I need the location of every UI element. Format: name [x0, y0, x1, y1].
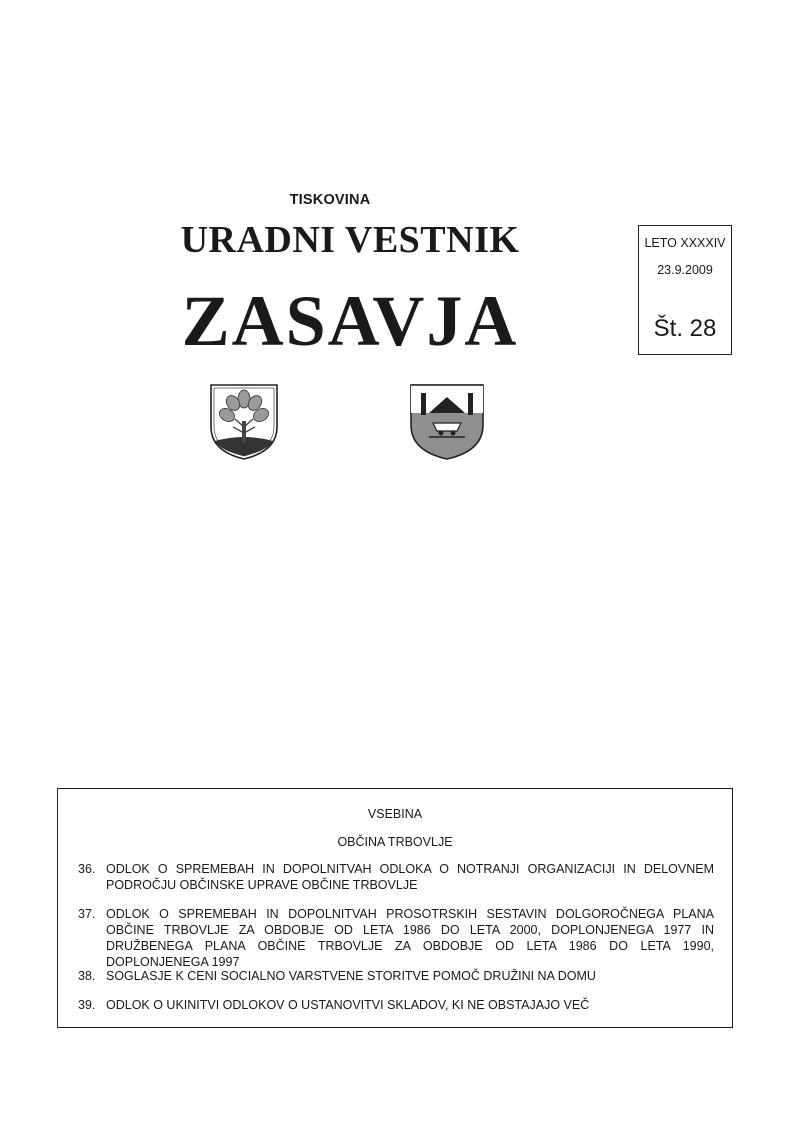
entry-number: 39. — [78, 998, 96, 1012]
contents-entry — [78, 906, 714, 970]
entry-title: ODLOK O UKINITVI ODLOKOV O USTANOVITVI SKLADOV, KI NE OBSTAJAJO VEČ — [106, 998, 590, 1012]
entry-title: SOGLASJE K CENI SOCIALNO VARSTVENE STORITVE POMOČ DRUŽINI NA DOMU — [106, 969, 596, 983]
contents-entry — [78, 861, 714, 893]
mining-crest-icon — [409, 383, 485, 461]
contents-entry — [78, 968, 714, 984]
entry-title: ODLOK O SPREMEBAH IN DOPOLNITVAH ODLOKA O NOTRANJI ORGANIZACIJI IN DELOVNEM PODROČJU OBČINSKE UPRAVE OBČINE TRBOVLJE — [106, 862, 714, 892]
contents-entry — [78, 997, 714, 1013]
publication-type: TISKOVINA — [289, 192, 371, 208]
issue-box — [638, 225, 732, 355]
issue-year: LETO XXXXIV — [644, 236, 726, 250]
publication-title: URADNI VESTNIK — [180, 219, 520, 261]
table-of-contents — [57, 788, 733, 1028]
entry-number: 38. — [78, 969, 96, 983]
contents-municipality: OBČINA TRBOVLJE — [337, 835, 453, 849]
entry-title: ODLOK O SPREMEBAH IN DOPOLNITVAH PROSOTRSKIH SESTAVIN DOLGOROČNEGA PLANA OBČINE TRBOVLJE ZA OBDOBJE OD LETA 1986 DO LETA 2000, DOPLONJENEGA 1977 IN DRUŽBENEGA PLANA OBČINE TRBOVLJE ZA OBDOBJE OD LETA 1986 DO LETA 1990, DOPLONJENEGA 1997 — [106, 907, 714, 969]
issue-date: 23.9.2009 — [657, 263, 713, 277]
entry-number: 37. — [78, 907, 96, 921]
contents-title: VSEBINA — [367, 807, 423, 821]
publication-region: ZASAVJA — [181, 281, 519, 361]
issue-number: Št. 28 — [653, 315, 717, 342]
entry-number: 36. — [78, 862, 96, 876]
oak-tree-crest-icon — [209, 383, 279, 461]
